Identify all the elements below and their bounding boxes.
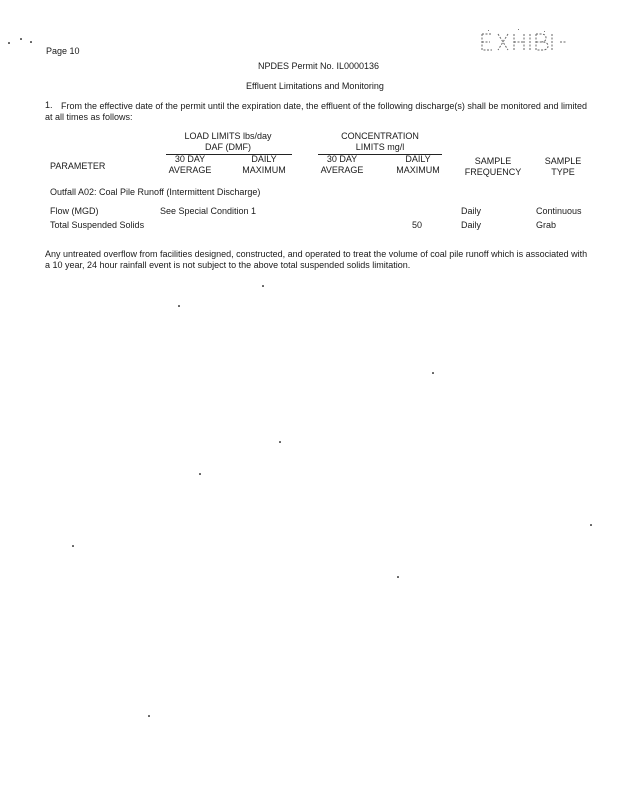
- col-conc-30day-bottom: AVERAGE: [320, 165, 364, 175]
- row-sample-type: Continuous: [536, 206, 582, 216]
- scan-speck: [148, 715, 150, 717]
- row-frequency: Daily: [461, 206, 482, 216]
- col-frequency-top: SAMPLE: [474, 156, 512, 166]
- scan-speck: [432, 372, 434, 374]
- col-conc-daily-top: DAILY: [405, 154, 431, 164]
- col-load-30day-bottom: AVERAGE: [168, 165, 212, 175]
- row-parameter: Flow (MGD): [50, 206, 99, 216]
- exhibit-stamp: [478, 28, 568, 54]
- scan-speck: [397, 576, 399, 578]
- scan-speck: [72, 545, 74, 547]
- scan-speck: [20, 38, 22, 40]
- load-limits-header: LOAD LIMITS lbs/day: [184, 131, 272, 141]
- page-label: Page 10: [46, 46, 80, 56]
- col-frequency-bottom: FREQUENCY: [464, 167, 522, 177]
- concentration-header: CONCENTRATION: [341, 131, 419, 141]
- scan-speck: [30, 41, 32, 43]
- overflow-note: Any untreated overflow from facilities designed, constructed, and operated to treat the volume of coal pile runoff which is associated with a 10 year, 24 hour rainfall event is not subject to the above total suspended solids limitation.: [45, 249, 588, 270]
- scan-speck: [8, 42, 10, 44]
- col-load-daily-top: DAILY: [251, 154, 277, 164]
- section-title: Effluent Limitations and Monitoring: [246, 81, 384, 91]
- row-load-30day: See Special Condition 1: [160, 206, 257, 216]
- load-limits-subheader: DAF (DMF): [205, 142, 251, 152]
- col-conc-daily-bottom: MAXIMUM: [396, 165, 440, 175]
- col-parameter: PARAMETER: [50, 161, 106, 171]
- col-type-top: SAMPLE: [544, 156, 582, 166]
- scan-speck: [199, 473, 201, 475]
- permit-header: NPDES Permit No. IL0000136: [258, 61, 380, 71]
- col-type-bottom: TYPE: [551, 167, 575, 177]
- concentration-subheader: LIMITS mg/l: [355, 142, 405, 152]
- col-load-30day-top: 30 DAY: [174, 154, 206, 164]
- intro-number: 1.: [45, 100, 53, 110]
- scan-speck: [279, 441, 281, 443]
- scan-speck: [590, 524, 592, 526]
- scan-speck: [262, 285, 264, 287]
- row-sample-type: Grab: [536, 220, 557, 230]
- col-load-daily-bottom: MAXIMUM: [242, 165, 286, 175]
- row-parameter: Total Suspended Solids: [50, 220, 145, 230]
- intro-paragraph: From the effective date of the permit until the expiration date, the effluent of the following discharge(s) shall be monitored and limited at all times as follows:: [45, 101, 587, 122]
- row-frequency: Daily: [461, 220, 482, 230]
- col-conc-30day-top: 30 DAY: [326, 154, 358, 164]
- row-conc-daily: 50: [412, 220, 423, 230]
- outfall-heading: Outfall A02: Coal Pile Runoff (Intermittent Discharge): [50, 187, 261, 197]
- scan-speck: [178, 305, 180, 307]
